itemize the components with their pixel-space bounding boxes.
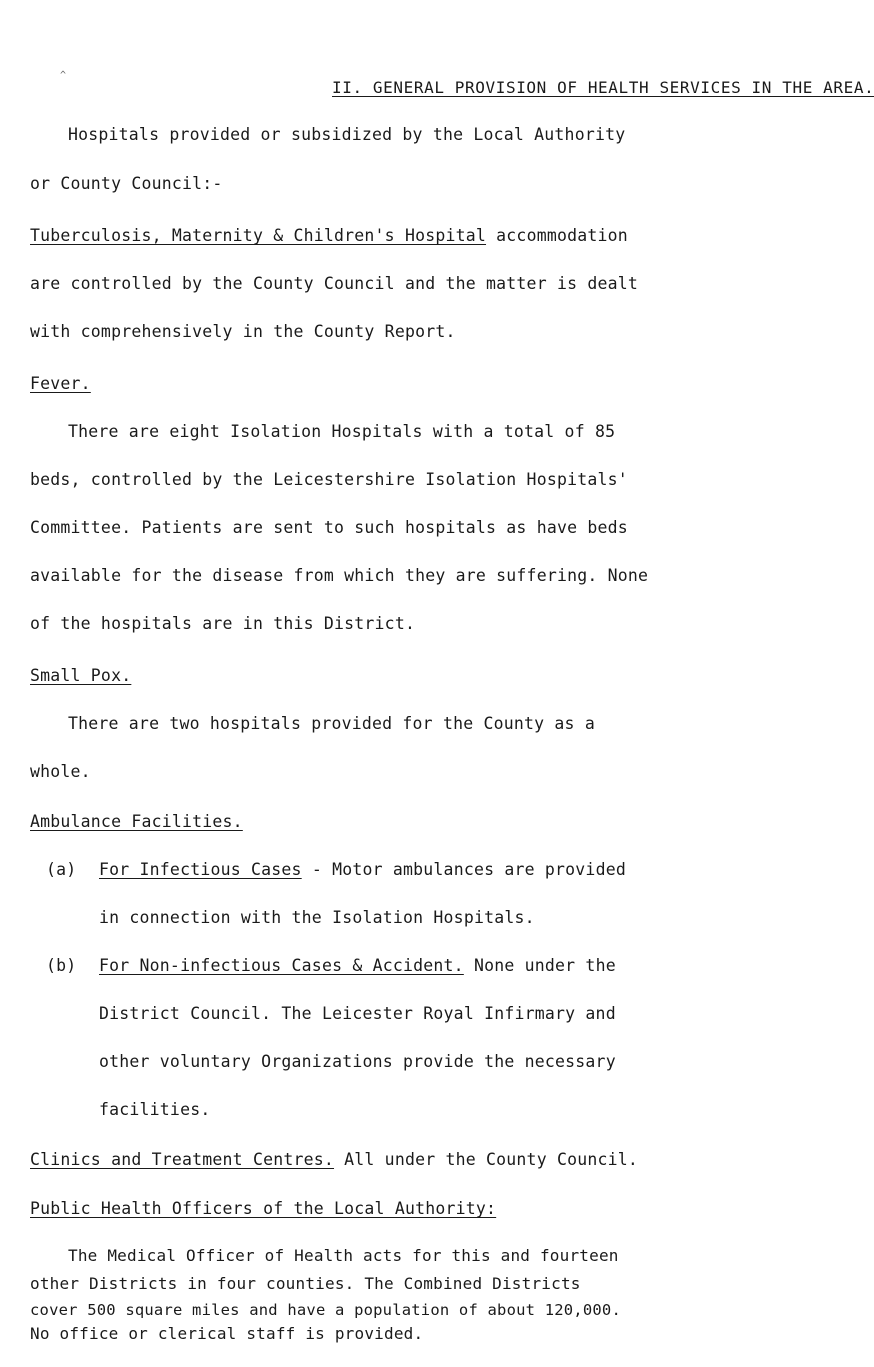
- ambulance-b-line-2: District Council. The Leicester Royal Infirmary and: [99, 1004, 616, 1023]
- tb-paragraph-line-2: are controlled by the County Council and the matter is dealt: [30, 274, 639, 293]
- tb-paragraph-line-3: with comprehensively in the County Report.: [30, 322, 456, 341]
- smallpox-line-1: There are two hospitals provided for the County as a: [68, 714, 595, 733]
- smallpox-line-2: whole.: [30, 762, 91, 781]
- smallpox-heading: Small Pox.: [30, 666, 132, 685]
- fever-line-3: Committee. Patients are sent to such hospitals as have beds: [30, 518, 628, 537]
- officers-heading: Public Health Officers of the Local Authority:: [30, 1199, 497, 1218]
- intro-line-2: or County Council:-: [30, 174, 223, 193]
- ambulance-b-line-4: facilities.: [99, 1100, 211, 1119]
- clinics-heading: Clinics and Treatment Centres.: [30, 1150, 335, 1169]
- officers-line-2: other Districts in four counties. The Combined Districts: [30, 1274, 581, 1293]
- tb-paragraph-line-1: [30, 226, 628, 246]
- ambulance-b-line-3: other voluntary Organizations provide the necessary: [99, 1052, 616, 1071]
- fever-line-5: of the hospitals are in this District.: [30, 614, 416, 633]
- fever-line-1: There are eight Isolation Hospitals with a total of 85: [68, 422, 616, 441]
- ambulance-b-label: (b): [46, 956, 77, 975]
- tb-line-1-rest: accommodation: [486, 226, 628, 245]
- ambulance-a-line-1: [99, 860, 626, 880]
- ambulance-b-heading: For Non-infectious Cases & Accident.: [99, 956, 464, 975]
- ambulance-heading: Ambulance Facilities.: [30, 812, 243, 831]
- officers-line-1: The Medical Officer of Health acts for this and fourteen: [68, 1246, 619, 1265]
- officers-line-3: cover 500 square miles and have a population of about 120,000.: [30, 1301, 621, 1319]
- clinics-line: [30, 1150, 638, 1170]
- page-title: II. GENERAL PROVISION OF HEALTH SERVICES IN THE AREA.: [332, 78, 874, 97]
- ambulance-b-line-1: [99, 956, 616, 976]
- margin-mark: ^: [60, 70, 67, 81]
- ambulance-a-label: (a): [46, 860, 77, 879]
- fever-heading: Fever.: [30, 374, 91, 393]
- fever-line-2: beds, controlled by the Leicestershire Isolation Hospitals': [30, 470, 628, 489]
- fever-line-4: available for the disease from which they are suffering. None: [30, 566, 649, 585]
- ambulance-b-line-1-rest: None under the: [463, 956, 616, 975]
- ambulance-a-line-1-rest: - Motor ambulances are provided: [301, 860, 626, 879]
- intro-line-1: Hospitals provided or subsidized by the Local Authority: [68, 125, 626, 144]
- ambulance-a-heading: For Infectious Cases: [99, 860, 302, 879]
- clinics-text: All under the County Council.: [334, 1150, 639, 1169]
- officers-line-4: No office or clerical staff is provided.: [30, 1324, 424, 1343]
- tb-heading: Tuberculosis, Maternity & Children's Hospital: [30, 226, 487, 245]
- ambulance-a-line-2: in connection with the Isolation Hospitals.: [99, 908, 535, 927]
